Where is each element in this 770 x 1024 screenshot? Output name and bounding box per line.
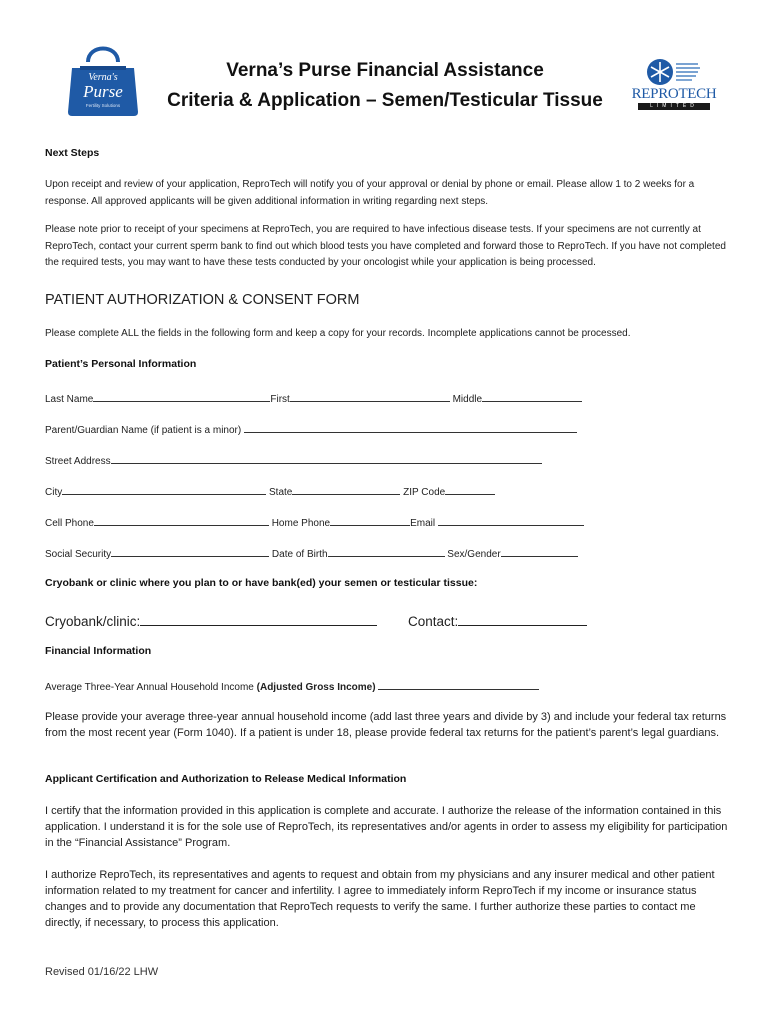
first-name-label: First	[270, 394, 290, 405]
contact-label: Contact:	[408, 614, 459, 629]
financial-heading: Financial Information	[45, 645, 152, 657]
city-row	[45, 483, 495, 498]
cryobank-field[interactable]	[140, 611, 377, 626]
dob-label: Date of Birth	[271, 549, 328, 560]
certification-para1: I certify that the information provided in this application is complete and accurate. I authorize the release of the information contained in this application. I understand it is for the sole use of ReproTech, its representatives and/or agents in order to assess my eligibility for participation in the “Financial Assistance” Program.	[45, 805, 728, 849]
identity-row	[45, 545, 578, 560]
cell-phone-field[interactable]	[94, 514, 269, 526]
page-title-line2: Criteria & Application – Semen/Testicular Tissue	[167, 90, 603, 111]
state-label: State	[269, 487, 293, 498]
cell-phone-label: Cell Phone	[45, 518, 94, 529]
city-label: City	[45, 487, 63, 498]
guardian-label: Parent/Guardian Name (if patient is a minor)	[45, 425, 242, 436]
contact-field[interactable]	[458, 611, 587, 626]
cryobank-row	[45, 611, 377, 629]
name-row	[45, 390, 582, 405]
consent-intro: Please complete ALL the fields in the following form and keep a copy for your records. Incomplete applications cannot be processed.	[45, 328, 631, 339]
contact-row	[408, 611, 587, 629]
home-phone-label: Home Phone	[271, 518, 331, 529]
guardian-field[interactable]	[244, 421, 577, 433]
state-field[interactable]	[292, 483, 400, 495]
sex-field[interactable]	[501, 545, 578, 557]
page-title-line1: Verna’s Purse Financial Assistance	[226, 60, 544, 81]
last-name-field[interactable]	[93, 390, 270, 402]
certification-heading: Applicant Certification and Authorization to Release Medical Information	[45, 773, 407, 785]
guardian-row	[45, 421, 577, 436]
city-field[interactable]	[62, 483, 266, 495]
middle-name-label: Middle	[452, 394, 483, 405]
reprotech-logo	[624, 58, 724, 114]
income-field[interactable]	[378, 678, 539, 690]
reprotech-sub: LIMITED	[650, 103, 698, 109]
financial-para: Please provide your average three-year annual household income (add last three years and divide by 3) and include your federal tax returns from the most recent year (Form 1040). If a patient is under 18, please provide federal tax returns for the patient’s parent’s legal guardians.	[45, 711, 727, 739]
zip-field[interactable]	[445, 483, 495, 495]
logo-line2: Purse	[83, 82, 123, 101]
cryobank-heading: Cryobank or clinic where you plan to or have bank(ed) your semen or testicular tissue:	[45, 577, 478, 589]
cryobank-label: Cryobank/clinic:	[45, 614, 141, 629]
sex-label: Sex/Gender	[447, 549, 501, 560]
middle-name-field[interactable]	[482, 390, 582, 402]
first-name-field[interactable]	[290, 390, 450, 402]
email-label: Email	[410, 518, 436, 529]
personal-info-heading: Patient’s Personal Information	[45, 358, 197, 370]
income-label-bold: (Adjusted Gross Income)	[256, 682, 376, 693]
logo-line1: Verna's	[88, 72, 118, 83]
dob-field[interactable]	[328, 545, 445, 557]
revision-footer: Revised 01/16/22 LHW	[45, 966, 159, 978]
ssn-label: Social Security	[45, 549, 112, 560]
income-label: Average Three-Year Annual Household Income	[45, 682, 257, 693]
next-steps-heading: Next Steps	[45, 147, 100, 159]
street-label: Street Address	[45, 456, 111, 467]
certification-para2: I authorize ReproTech, its representatives and agents to request and obtain from my physicians and any insurer medical and other patient information related to my treatment for cancer and infertility. I agree to immediately inform ReproTech if my income or insurance status changes and to provide any documentation that ReproTech requests to verify the same. I further authorize these parties to contact me directly, if necessary, to process this application.	[45, 869, 715, 929]
ssn-field[interactable]	[111, 545, 269, 557]
reprotech-name: REPROTECH	[631, 86, 717, 102]
vernas-purse-logo	[66, 38, 140, 118]
income-row	[45, 678, 539, 693]
home-phone-field[interactable]	[330, 514, 410, 526]
phone-row	[45, 514, 584, 529]
last-name-label: Last Name	[45, 394, 94, 405]
next-steps-para1: Upon receipt and review of your application, ReproTech will notify you of your approval or denial by phone or email. Please allow 1 to 2 weeks for a response. All approved applicants will be given additional information in writing regarding next steps.	[45, 179, 695, 207]
street-row	[45, 452, 542, 467]
logo-tagline: Fertility Solutions	[85, 103, 121, 108]
street-field[interactable]	[111, 452, 542, 464]
email-field[interactable]	[438, 514, 584, 526]
consent-heading: PATIENT AUTHORIZATION & CONSENT FORM	[45, 292, 360, 308]
next-steps-para2: Please note prior to receipt of your specimens at ReproTech, you are required to have infectious disease tests. If your specimens are not currently at ReproTech, contact your current sperm bank to find out which blood tests you have completed and forward those to ReproTech. If you have not completed the required tests, you may want to have these tests conducted by your oncologist while your application is being processed.	[45, 224, 726, 268]
zip-label: ZIP Code	[403, 487, 446, 498]
